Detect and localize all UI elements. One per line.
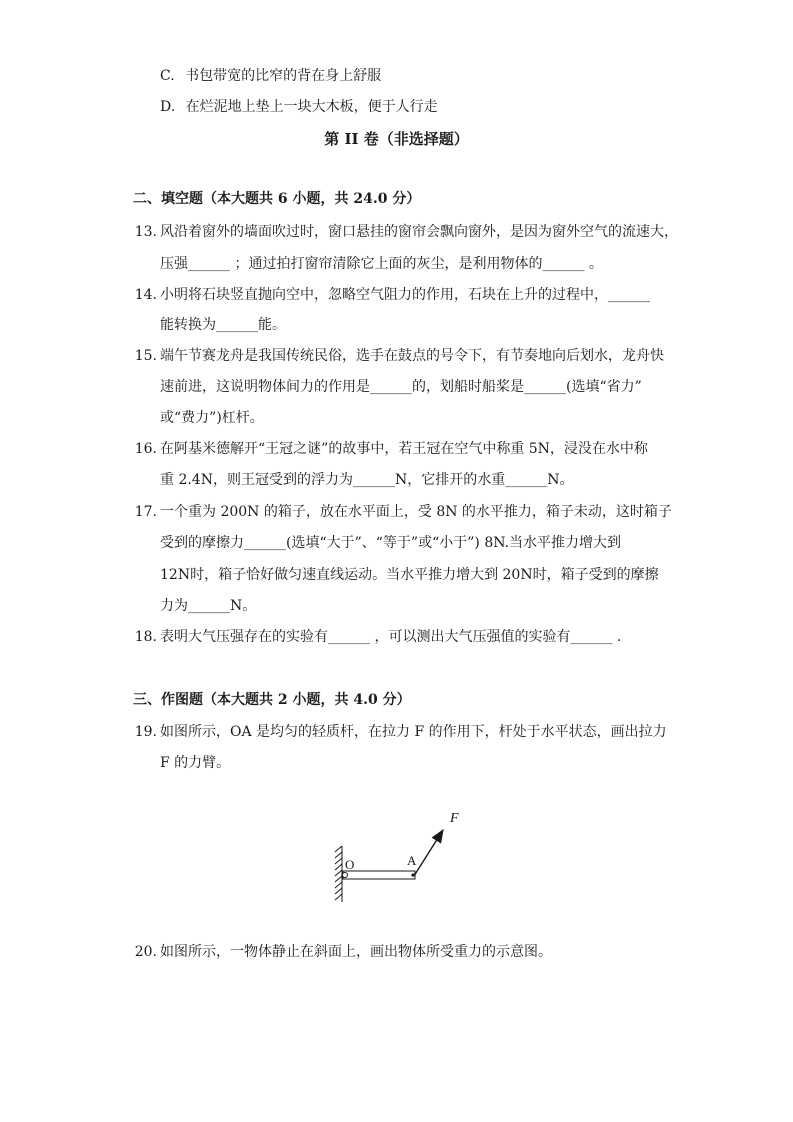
question-text-line: 速前进，这说明物体间力的作用是______的，划船时船桨是______(选填“省力” [160,379,642,395]
question-text-line: 压强______ ；通过拍打窗帘清除它上面的灰尘，是利用物体的______ 。 [160,256,603,272]
question-text-line: 表明大气压强存在的实验有______ ，可以测出大气压强值的实验有______ . [160,629,622,645]
question-number: 14. [134,287,157,303]
question-number: 19. [134,724,157,740]
option-d-label: D. [160,99,176,115]
option-d [160,97,438,117]
question-text-line: 如图所示，OA 是均匀的轻质杆，在拉力 F 的作用下，杆处于水平状态，画出拉力 [160,724,667,740]
label-f: F [450,811,459,826]
label-a: A [407,853,417,868]
question-text-line: 风沿着窗外的墙面吹过时，窗口悬挂的窗帘会飘向窗外，是因为窗外空气的流速大， [160,224,678,240]
option-c [160,66,381,86]
question-text-line: 或“费力”)杠杆。 [160,410,264,426]
part2-title: 第 II 卷（非选择题） [324,130,469,148]
lever-figure [325,808,470,908]
question-text-line: 力为______N。 [160,598,257,614]
question-number: 18. [134,629,157,645]
question-text-line: 能转换为______能。 [160,317,286,333]
question-text-line: 在阿基米德解开“王冠之谜”的故事中，若王冠在空气中称重 5N，浸没在水中称 [160,441,648,457]
lever-rod [343,871,415,879]
question-number: 16. [134,441,157,457]
question-text-line: 受到的摩擦力______(选填“大于”、“等于”或“小于”) 8N.当水平推力增大到 [160,535,622,551]
force-arrow [414,830,443,876]
section3-heading: 三、作图题（本大题共 2 小题，共 4.0 分） [133,692,411,708]
label-o: O [345,857,355,872]
option-c-label: C. [160,68,175,84]
question-text-line: F 的力臂。 [160,755,231,771]
question-text-line: 一个重为 200N 的箱子，放在水平面上，受 8N 的水平推力，箱子未动，这时箱子 [160,504,672,520]
question-number: 13. [134,224,157,240]
question-number: 15. [134,348,157,364]
option-c-text: 书包带宽的比窄的背在身上舒服 [185,68,382,84]
section2-heading: 二、填空题（本大题共 6 小题，共 24.0 分） [133,191,421,207]
question-number: 17. [134,504,157,520]
question-text-line: 12N时，箱子恰好做匀速直线运动。当水平推力增大到 20N时，箱子受到的摩擦 [160,567,659,583]
question-number: 20. [134,944,157,960]
wall-hatching [335,846,342,902]
question-text-line: 如图所示，一物体静止在斜面上，画出物体所受重力的示意图。 [160,944,552,960]
question-text-line: 小明将石块竖直抛向空中，忽略空气阻力的作用，石块在上升的过程中，______ [160,287,650,303]
pivot-o [343,873,348,878]
question-text-line: 端午节赛龙舟是我国传统民俗，选手在鼓点的号令下，有节奏地向后划水，龙舟快 [160,348,664,364]
question-text-line: 重 2.4N，则王冠受到的浮力为______N，它排开的水重______N。 [160,472,574,488]
option-d-text: 在烂泥地上垫上一块大木板，便于人行走 [185,99,438,115]
